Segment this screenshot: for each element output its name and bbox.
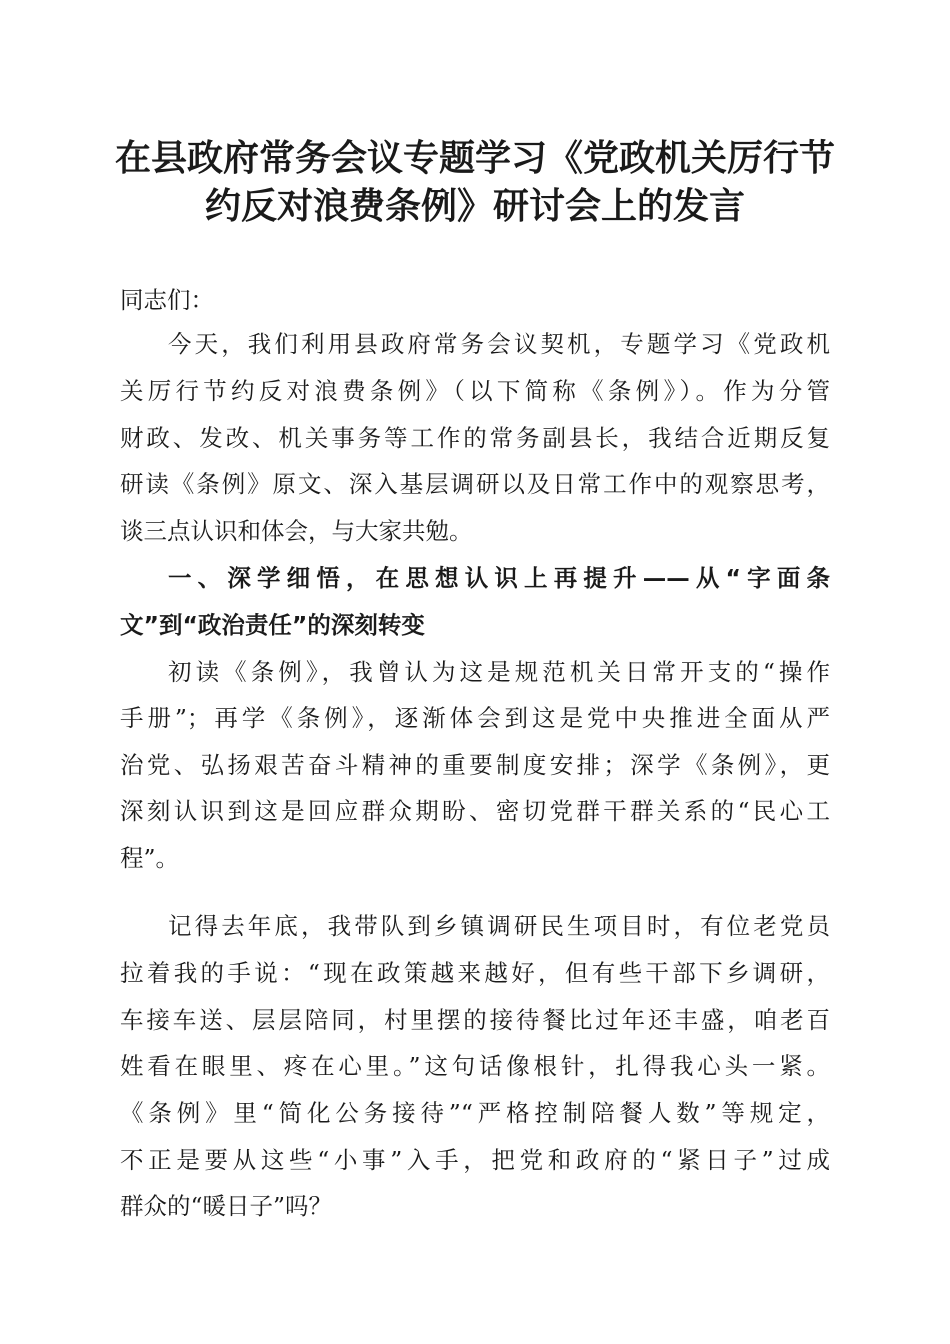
paragraph-2-line-5: 程”。 xyxy=(120,844,180,872)
section-heading-1-line-2: 文”到“政治责任”的深刻转变 xyxy=(120,611,425,639)
paragraph-2-line-3: 治党、弘扬艰苦奋斗精神的重要制度安排；深学《条例》，更 xyxy=(120,751,830,779)
paragraph-3-line-1: 记得去年底，我带队到乡镇调研民生项目时，有位老党员 xyxy=(168,912,830,940)
paragraph-3-line-4: 姓看在眼里、疼在心里。”这句话像根针，扎得我心头一紧。 xyxy=(120,1052,830,1080)
paragraph-2-line-1: 初读《条例》，我曾认为这是规范机关日常开支的“操作 xyxy=(168,658,830,686)
paragraph-1-line-5: 谈三点认识和体会，与大家共勉。 xyxy=(120,517,473,545)
paragraph-3-line-3: 车接车送、层层陪同，村里摆的接待餐比过年还丰盛，咱老百 xyxy=(120,1006,830,1034)
paragraph-1-line-2: 关厉行节约反对浪费条例》（以下简称《条例》）。作为分管 xyxy=(120,377,830,405)
paragraph-1-line-3: 财政、发改、机关事务等工作的常务副县长，我结合近期反复 xyxy=(120,424,830,452)
salutation: 同志们： xyxy=(120,286,214,314)
paragraph-3-line-7: 群众的“暖日子”吗？ xyxy=(120,1192,333,1220)
paragraph-3-line-2: 拉着我的手说：“现在政策越来越好，但有些干部下乡调研， xyxy=(120,959,830,987)
document-title-line-1: 在县政府常务会议专题学习《党政机关厉行节 xyxy=(114,137,835,179)
paragraph-1-line-1: 今天，我们利用县政府常务会议契机，专题学习《党政机 xyxy=(168,330,830,358)
section-heading-1-line-1: 一、深学细悟，在思想认识上再提升——从“字面条 xyxy=(168,564,830,592)
document-title-line-2: 约反对浪费条例》研讨会上的发言 xyxy=(204,185,745,227)
paragraph-3-line-6: 不正是要从这些“小事”入手，把党和政府的“紧日子”过成 xyxy=(120,1146,830,1174)
paragraph-1-line-4: 研读《条例》原文、深入基层调研以及日常工作中的观察思考， xyxy=(120,470,830,498)
paragraph-2-line-4: 深刻认识到这是回应群众期盼、密切党群干群关系的“民心工 xyxy=(120,797,830,825)
paragraph-3-line-5: 《条例》里“简化公务接待”“严格控制陪餐人数”等规定， xyxy=(120,1099,830,1127)
paragraph-2-line-2: 手册”；再学《条例》，逐渐体会到这是党中央推进全面从严 xyxy=(120,704,830,732)
